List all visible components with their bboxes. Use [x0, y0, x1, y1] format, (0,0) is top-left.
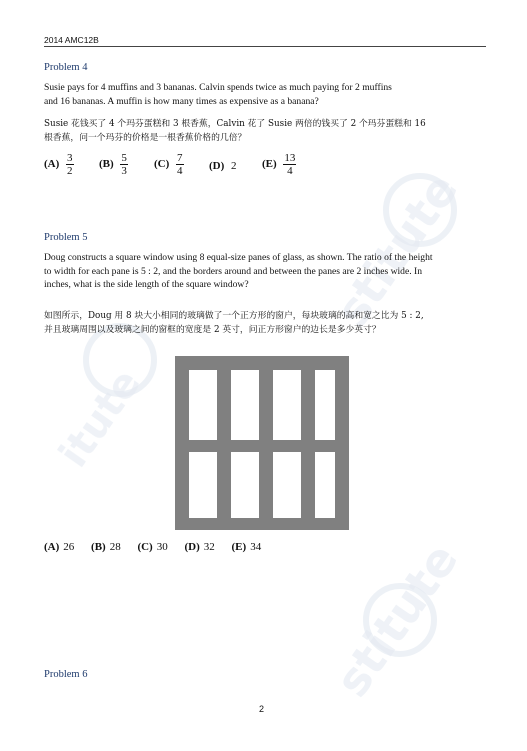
problem-5-text-en-line2: to width for each pane is 5 : 2, and the borders around and between the panes are 2 inches wide. In	[44, 265, 423, 277]
choice-letter: (E)	[262, 158, 277, 171]
denominator: 2	[67, 165, 73, 177]
choice-a[interactable]	[44, 152, 74, 177]
glass-pane	[189, 452, 217, 518]
choice-a[interactable]	[44, 541, 74, 553]
glass-pane	[231, 452, 259, 518]
glass-pane	[189, 370, 217, 440]
choice-value: 28	[109, 541, 121, 553]
square-window-figure	[175, 356, 349, 530]
choice-value: 32	[203, 541, 215, 553]
glass-pane	[315, 452, 335, 518]
numerator: 3	[67, 152, 73, 164]
choice-letter: (A)	[44, 158, 60, 171]
choice-letter: (D)	[209, 160, 225, 172]
problem-5-text-cn-line2: 并且玻璃周围以及玻璃之间的窗框的宽度是 2 英寸，问正方形窗户的边长是多少英寸？	[44, 325, 381, 335]
glass-pane	[273, 452, 301, 518]
choice-letter: (D)	[184, 541, 200, 553]
fraction	[283, 152, 296, 177]
numerator: 5	[121, 152, 127, 164]
svg-text:stitute: stitute	[324, 533, 469, 707]
fraction	[120, 152, 128, 177]
problem-5-title: Problem 5	[44, 232, 88, 243]
problem-5-text-en-line1: Doug constructs a square window using 8 equal-size panes of glass, as shown. The ratio of the height	[44, 252, 433, 263]
glass-pane	[231, 370, 259, 440]
denominator: 4	[177, 165, 183, 177]
problem-6-title: Problem 6	[44, 669, 88, 680]
denominator: 3	[121, 165, 127, 177]
problem-5-text-cn-line1: 如图所示，Doug 用 8 块大小相同的玻璃做了一个正方形的窗户，每块玻璃的高和宽之比为 5 : 2,	[44, 311, 424, 321]
problem-4-title: Problem 4	[44, 62, 88, 73]
choice-letter: (E)	[231, 541, 247, 553]
problem-5-text-cn	[44, 309, 484, 337]
numerator: 7	[177, 152, 183, 164]
glass-pane	[315, 370, 335, 440]
fraction	[66, 152, 74, 177]
problem-4-text-cn-line1: Susie 花钱买了 4 个玛芬蛋糕和 3 根香蕉，Calvin 花了 Susie 两倍的钱买了 2 个玛芬蛋糕和 16	[44, 119, 426, 129]
choice-letter: (A)	[44, 541, 60, 553]
choice-e[interactable]	[232, 541, 262, 553]
glass-pane	[273, 370, 301, 440]
choice-d[interactable]	[209, 160, 237, 172]
svg-text:itute: itute	[50, 361, 150, 476]
choice-value: 26	[63, 541, 75, 553]
choice-value: 30	[156, 541, 168, 553]
problem-4-text-en-line2: and 16 bananas. A muffin is how many times as expensive as a banana?	[44, 95, 319, 107]
choice-value: 2	[231, 160, 237, 172]
problem-5-text-en-line3: inches, what is the side length of the square window?	[44, 279, 249, 290]
denominator: 4	[287, 165, 293, 177]
svg-text:stitute: stitute	[324, 163, 469, 337]
choice-b[interactable]	[99, 152, 128, 177]
choice-d[interactable]	[184, 541, 214, 553]
choice-letter: (C)	[154, 158, 170, 171]
choice-letter: (C)	[137, 541, 153, 553]
choice-b[interactable]	[91, 541, 121, 553]
problem-4-text-cn	[44, 117, 484, 145]
choice-c[interactable]	[154, 152, 184, 177]
numerator: 13	[284, 152, 296, 164]
header-divider	[44, 46, 486, 47]
choice-value: 34	[250, 541, 262, 553]
choice-letter: (B)	[91, 541, 106, 553]
problem-5-choices	[44, 541, 275, 553]
problem-5-text-en	[44, 251, 484, 292]
problem-4-text-en-line1: Susie pays for 4 muffins and 3 bananas. Calvin spends twice as much paying for 2 muffins	[44, 82, 392, 93]
choice-e[interactable]	[262, 152, 296, 177]
header-title: 2014 AMC12B	[44, 35, 99, 45]
problem-4-text-cn-line2: 根香蕉，问一个玛芬的价格是一根香蕉价格的几倍？	[44, 133, 247, 143]
choice-c[interactable]	[137, 541, 167, 553]
problem-4-text-en	[44, 81, 484, 108]
page-number: 2	[259, 704, 265, 714]
fraction	[176, 152, 184, 177]
choice-letter: (B)	[99, 158, 114, 171]
